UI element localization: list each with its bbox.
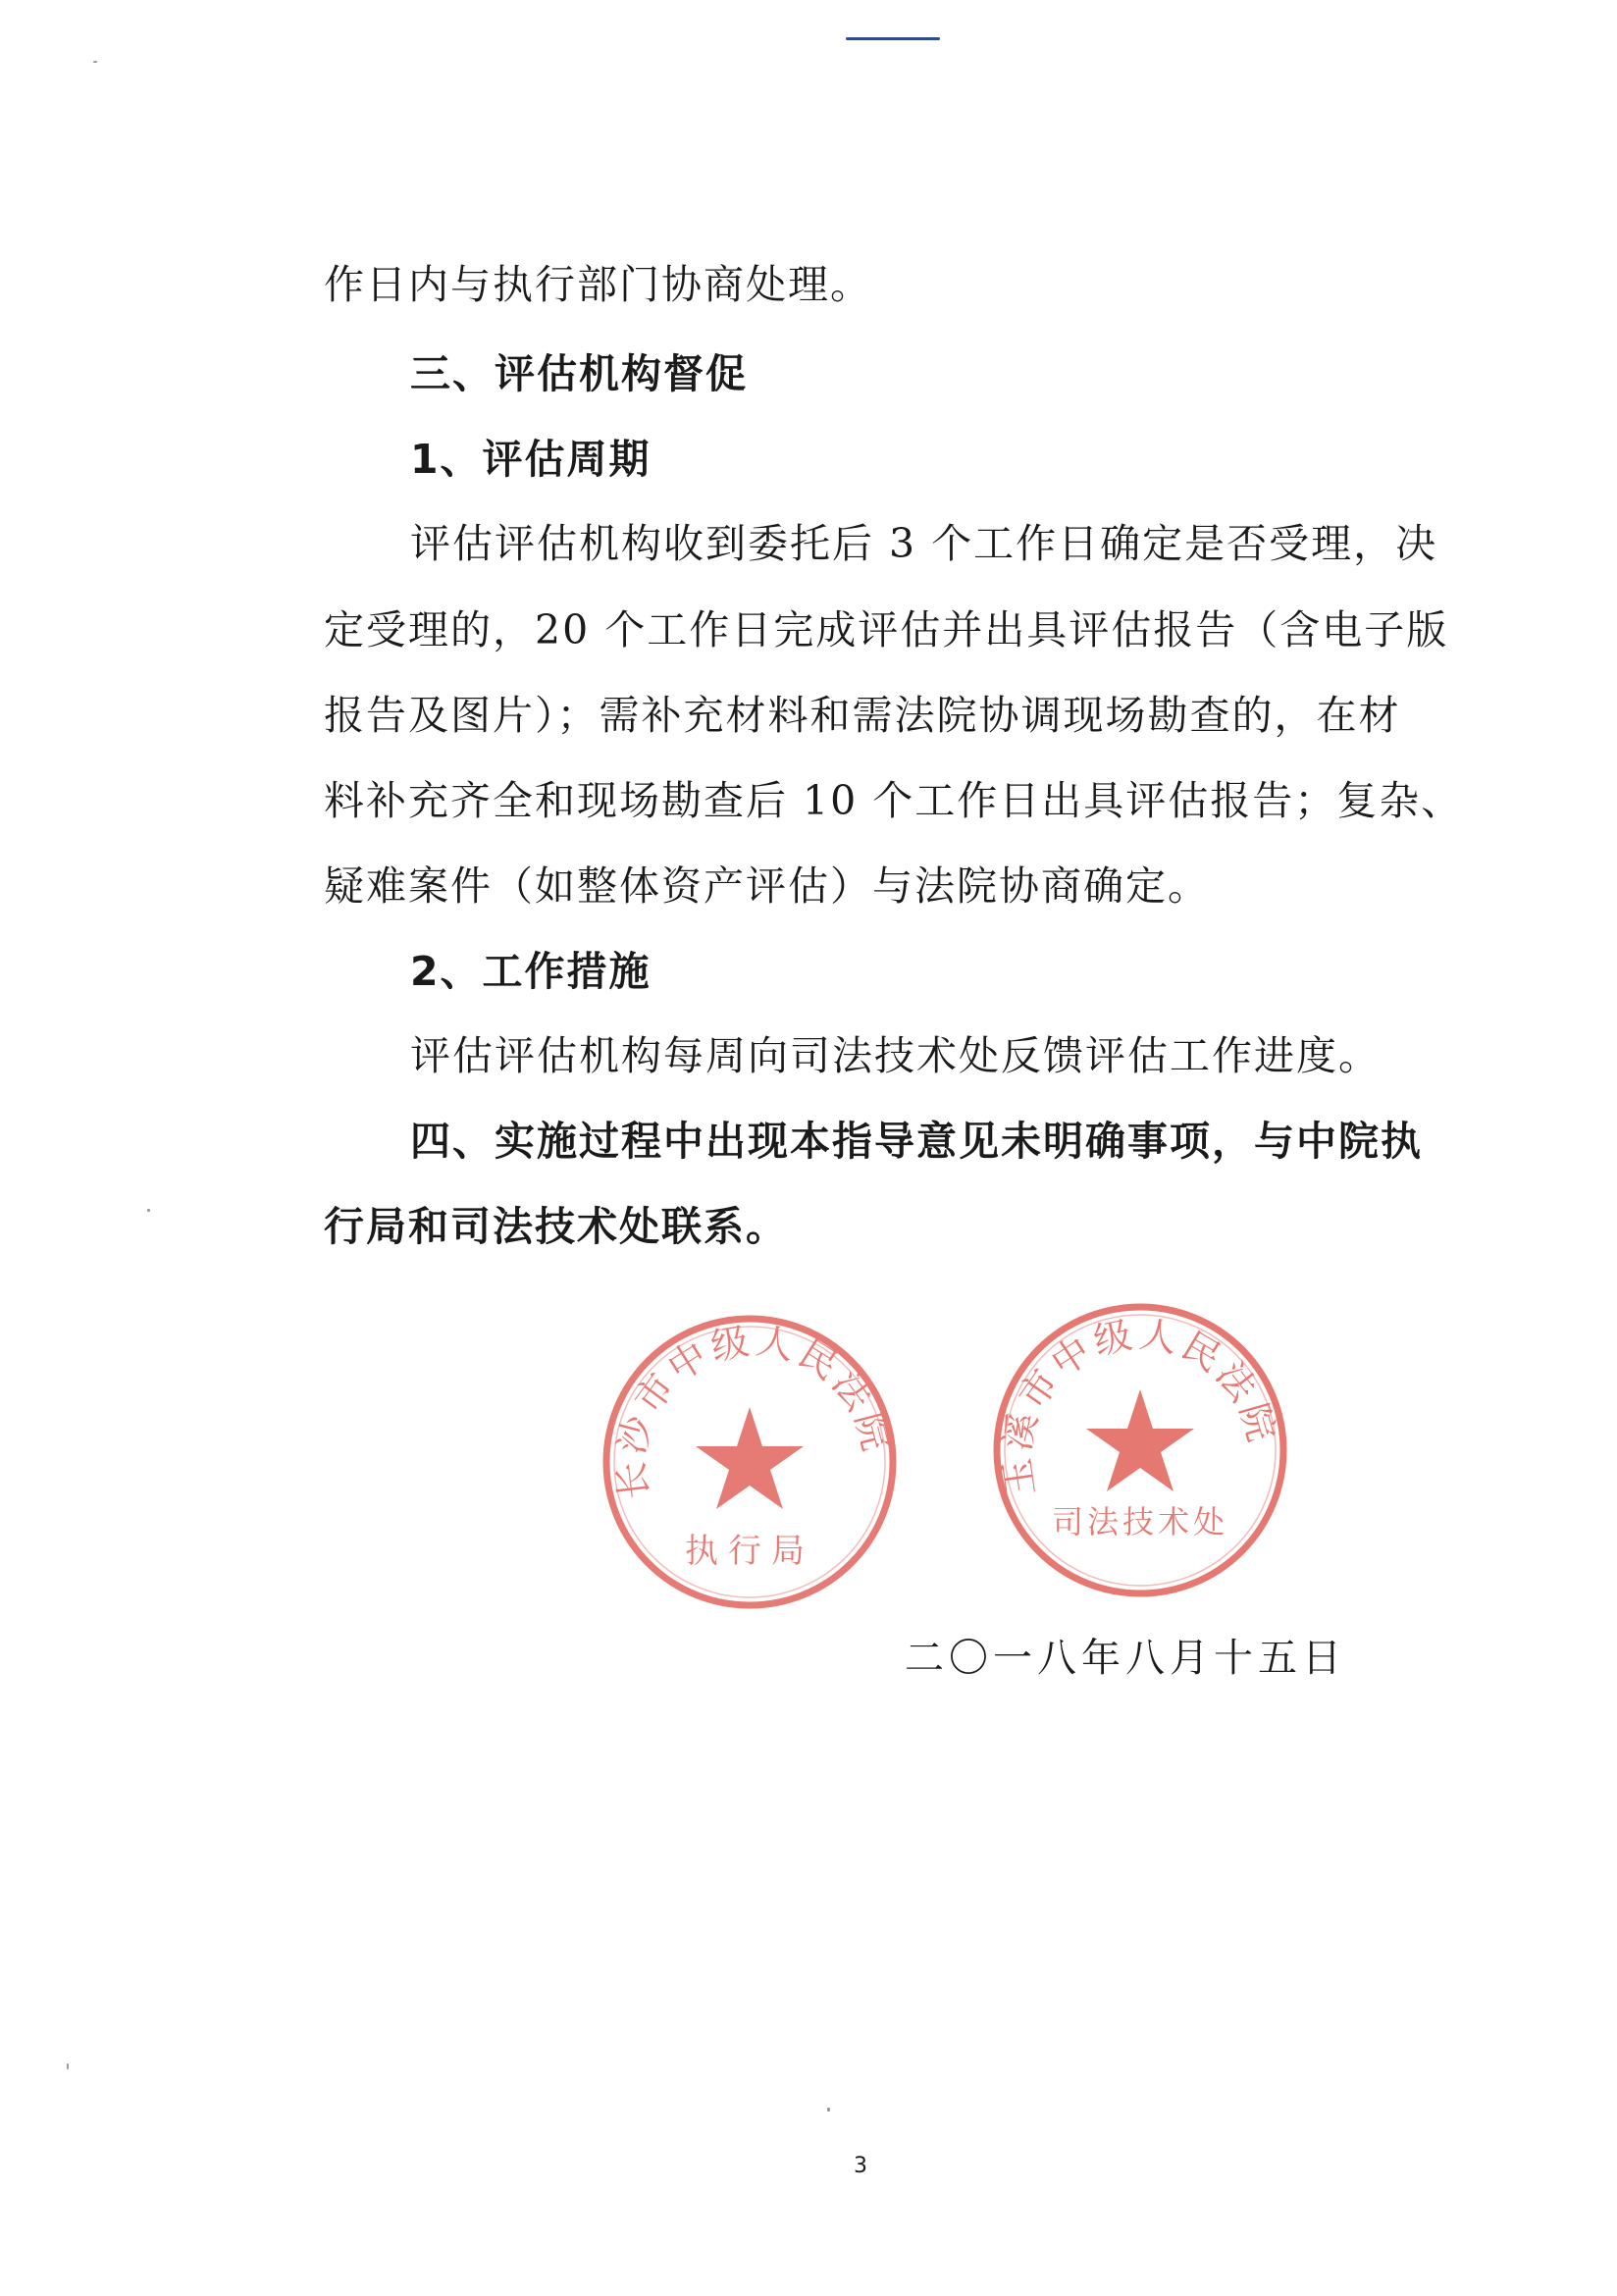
body-line-10: 评估评估机构每周向司法技术处反馈评估工作进度。 [410,1032,1381,1079]
subheading-work-measures: 2、工作措施 [410,948,652,995]
body-line-4: 评估评估机构收到委托后 3 个工作日确定是否受理，决 [410,520,1438,567]
left-seal-inner-text: 执行局 [685,1532,814,1571]
section-heading-4: 四、实施过程中出现本指导意见未明确事项，与中院执 [410,1118,1423,1165]
body-line-12: 行局和司法技术处联系。 [324,1203,788,1250]
body-line-6: 报告及图片）；需补充材料和需法院协调现场勘查的，在材 [324,692,1401,739]
right-seal-outer-text: 玉溪市中级人民法院 [994,1312,1285,1499]
body-line-8: 疑难案件（如整体资产评估）与法院协商确定。 [324,862,1210,910]
section-heading-3: 三、评估机构督促 [410,350,748,397]
top-blue-mark [846,37,940,40]
left-seal-outer-text: 长沙市中级人民法院 [608,1319,900,1502]
body-line-7: 料补充齐全和现场勘查后 10 个工作日出具评估报告；复杂、 [324,777,1464,824]
page-number: 3 [854,2154,867,2178]
body-line-5: 定受理的，20 个工作日完成评估并出具评估报告（含电子版 [324,606,1449,653]
scan-speck [67,2063,69,2069]
subheading-evaluation-cycle: 1、评估周期 [410,436,652,483]
left-official-seal [593,1305,907,1619]
right-seal-inner-text: 司法技术处 [1051,1503,1229,1540]
body-line-1: 作日内与执行部门协商处理。 [324,261,872,308]
document-date: 二〇一八年八月十五日 [905,1636,1346,1681]
scan-speck [827,2108,830,2112]
scan-speck [147,1209,150,1212]
scan-speck [93,61,97,63]
right-official-seal [983,1293,1297,1607]
